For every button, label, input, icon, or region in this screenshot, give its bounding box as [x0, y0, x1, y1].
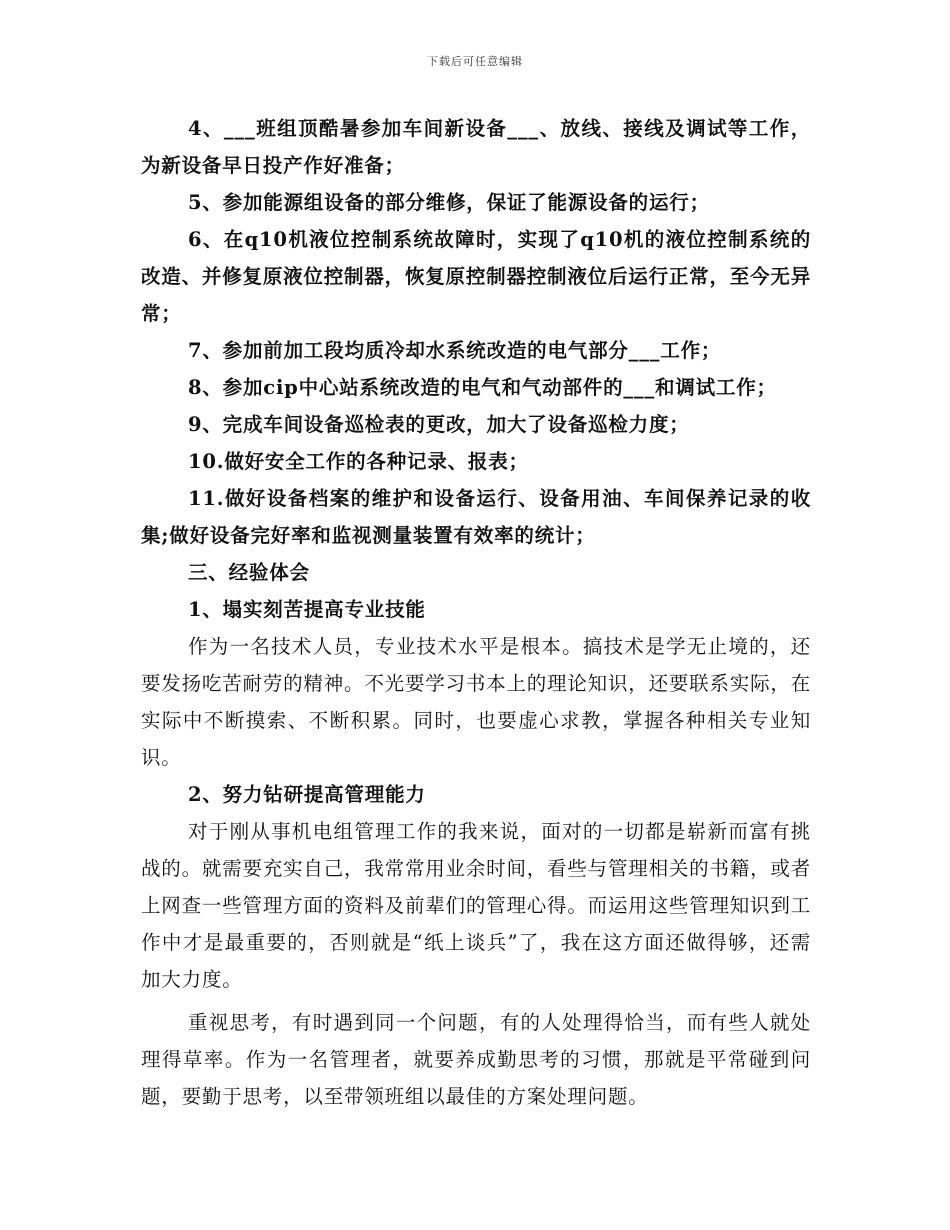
body-paragraph-2: 对于刚从事机电组管理工作的我来说，面对的一切都是崭新而富有挑战的。就需要充实自己，我常常用业余时间，看些与管理相关的书籍，或者上网查一些管理方面的资料及前辈们的管理心得。而运用这些管理知识到工作中才是最重要的，否则就是“纸上谈兵”了，我在这方面还做得够，还需加大力度。: [141, 820, 811, 991]
list-item-8: 8、参加cip中心站系统改造的电气和气动部件的___和调试工作；: [188, 376, 777, 399]
list-item-11: 11.做好设备档案的维护和设备运行、设备用油、车间保养记录的收集;做好设备完好率和监视测量装置有效率的统计；: [141, 487, 811, 547]
list-item-5: 5、参加能源组设备的部分维修，保证了能源设备的运行；: [188, 191, 710, 214]
list-item-10: 10.做好安全工作的各种记录、报表；: [188, 450, 529, 473]
list-item-6: 6、在q10机液位控制系统故障时，实现了q10机的液位控制系统的改造、并修复原液位控制器，恢复原控制器控制液位后运行正常，至今无异常；: [141, 228, 811, 325]
page-header: 下载后可任意编辑: [427, 55, 523, 68]
body-paragraph-1: 作为一名技术人员，专业技术水平是根本。搞技术是学无止境的，还要发扬吃苦耐劳的精神。不光要学习书本上的理论知识，还要联系实际，在实际中不断摸索、不断积累。同时，也要虚心求教，掌握各种相关专业知识。: [141, 635, 811, 769]
subheading-1: 1、塌实刻苦提高专业技能: [188, 598, 426, 621]
section-heading: 三、经验体会: [188, 561, 310, 584]
list-item-4: 4、___班组顶酷暑参加车间新设备___、放线、接线及调试等工作，为新设备早日投产作好准备；: [141, 117, 811, 177]
list-item-9: 9、完成车间设备巡检表的更改，加大了设备巡检力度；: [188, 413, 690, 436]
subheading-2: 2、努力钻研提高管理能力: [188, 783, 426, 806]
document-body: [141, 110, 811, 1115]
list-item-7: 7、参加前加工段均质冷却水系统改造的电气部分___工作；: [188, 339, 722, 362]
body-paragraph-3: 重视思考，有时遇到同一个问题，有的人处理得恰当，而有些人就处理得草率。作为一名管理者，就要养成勤思考的习惯，那就是平常碰到问题，要勤于思考，以至带领班组以最佳的方案处理问题。: [141, 1011, 811, 1108]
